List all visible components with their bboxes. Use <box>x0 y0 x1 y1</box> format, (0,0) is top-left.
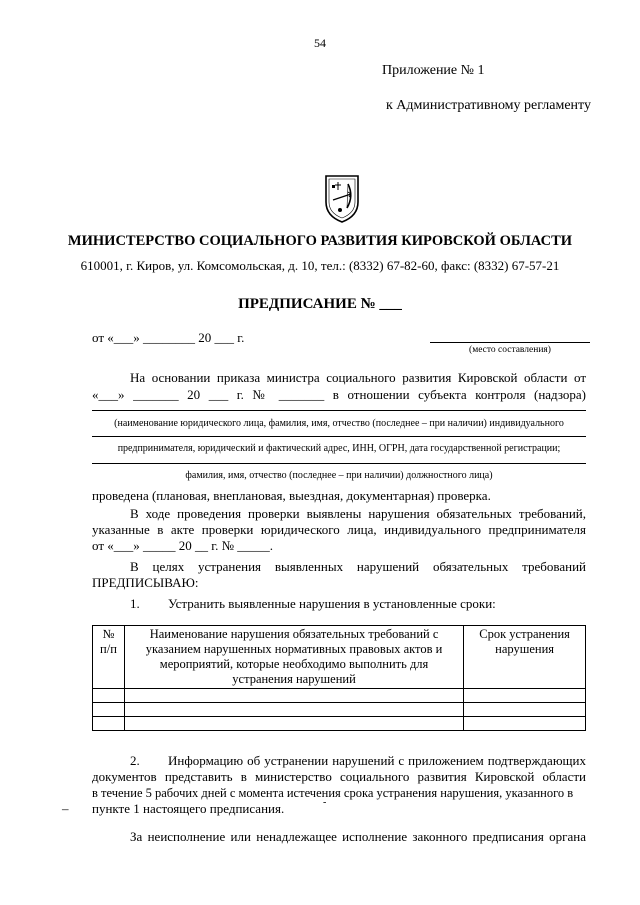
ministry-address: 610001, г. Киров, ул. Комсомольская, д. 10, тел.: (8332) 67-82-60, факс: (8332) 67-57-21 <box>80 258 560 273</box>
header-violation-name: Наименование нарушения обязательных требований с указанием нарушенных нормативных правовых актов и мероприятий, которые необходимо выполнить для устранения нарушений <box>124 626 463 689</box>
header-number: № п/п <box>93 626 125 689</box>
item-1-number: 1. <box>130 596 140 611</box>
table-row <box>93 717 586 731</box>
table-row <box>93 703 586 717</box>
order-line-1: В целях устранения выявленных нарушений обязательных требований <box>130 559 586 574</box>
document-date-line: от «___» ________ 20 ___ г. <box>92 330 245 345</box>
order-line-2: ПРЕДПИСЫВАЮ: <box>92 575 199 590</box>
subject-caption-1: (наименование юридического лица, фамилия, имя, отчество (последнее – при наличии) индивидуального <box>114 418 564 429</box>
document-title: ПРЕДПИСАНИЕ № ___ <box>238 296 402 312</box>
item-2-line-1: Информацию об устранении нарушений с приложением подтверждающих <box>168 753 586 768</box>
subject-blank-line-3 <box>92 463 586 464</box>
item-2-number: 2. <box>130 753 140 768</box>
final-line: За неисполнение или ненадлежащее исполнение законного предписания органа <box>130 829 586 844</box>
kirov-region-coat-of-arms-icon <box>320 172 364 224</box>
page-number: 54 <box>314 36 326 50</box>
header-deadline: Срок устранения нарушения <box>464 626 586 689</box>
item-2-line-4: пункте 1 настоящего предписания. <box>92 801 285 816</box>
violations-table <box>92 625 586 731</box>
item-2-line-3: в течение 5 рабочих дней с момента истечения срока устранения нарушения, указанного в <box>92 786 574 800</box>
ministry-name: МИНИСТЕРСТВО СОЦИАЛЬНОГО РАЗВИТИЯ КИРОВСКОЙ ОБЛАСТИ <box>67 233 573 249</box>
item-1-text: Устранить выявленные нарушения в установленные сроки: <box>168 596 496 611</box>
inspection-line: проведена (плановая, внеплановая, выездная, документарная) проверка. <box>92 488 491 503</box>
violations-line-3: от «___» _____ 20 __ г. № _____. <box>92 538 274 553</box>
violations-line-1: В ходе проведения проверки выявлены нарушения обязательных требований, <box>130 506 586 521</box>
basis-line-2: «___» _______ 20 ___ г. № _______ в отношении субъекта контроля (надзора) <box>92 387 586 402</box>
stray-mark: - <box>323 797 327 808</box>
margin-mark: – <box>62 801 69 816</box>
item-2-line-2: документов представить в министерство социального развития Кировской области <box>92 769 586 784</box>
place-blank-line <box>430 342 590 343</box>
subject-caption-3: фамилия, имя, отчество (последнее – при наличии) должностного лица) <box>185 470 493 481</box>
place-caption: (место составления) <box>469 345 551 355</box>
table-header-row <box>93 626 586 689</box>
subject-blank-line <box>92 410 586 411</box>
appendix-reference: к Административному регламенту <box>386 98 591 113</box>
basis-line-1: На основании приказа министра социального развития Кировской области от <box>130 370 586 385</box>
subject-caption-2: предпринимателя, юридический и фактический адрес, ИНН, ОГРН, дата государственной регистрации; <box>117 443 561 454</box>
violations-line-2: указанные в акте проверки юридического лица, индивидуального предпринимателя <box>92 522 586 537</box>
subject-blank-line-2 <box>92 436 586 437</box>
appendix-label: Приложение № 1 <box>382 63 485 78</box>
table-row <box>93 689 586 703</box>
